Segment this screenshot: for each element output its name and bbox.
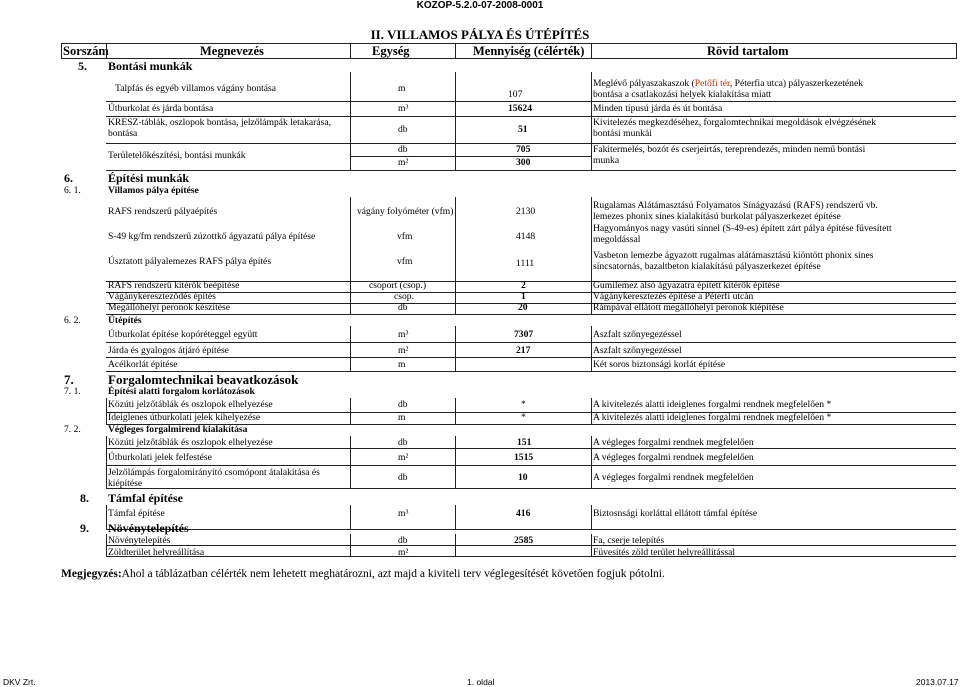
footer-date: 2013.07.17	[916, 677, 959, 687]
row-qty: *	[521, 412, 526, 423]
row-unit: m	[398, 83, 406, 94]
footnote-label: Megjegyzés:	[61, 568, 122, 580]
row-qty: 1515	[514, 452, 534, 463]
row-desc: Aszfalt szőnyegezéssel	[593, 329, 682, 340]
row-qty: 2130	[516, 206, 536, 217]
row-unit: m²	[398, 452, 409, 463]
row-qty: 4148	[516, 231, 536, 242]
row-qty: 10	[518, 472, 528, 483]
row-qty: 107	[508, 89, 523, 100]
row-unit: m²	[398, 345, 409, 356]
row-unit: m³	[398, 508, 409, 519]
row-unit: m²	[398, 547, 409, 558]
section-7-1-title: Építési alatti forgalom korlátozások	[108, 386, 255, 397]
row-unit: vfm	[397, 231, 413, 242]
row-unit: db	[398, 144, 408, 155]
row-name: Közúti jelzőtáblák és oszlopok elhelyezése	[108, 399, 273, 410]
row-desc: Kivitelezés megkezdéséhez, forgalomtechnikai megoldások elvégzésének bontási munkái	[593, 117, 876, 139]
row-unit: db	[398, 124, 408, 135]
row-name: Területelőkészítési, bontási munkák	[108, 150, 246, 161]
row-desc: A végleges forgalmi rendnek megfelelően	[593, 437, 754, 448]
row-desc: Fakitermelés, bozót és cserjeirtás, tereprendezés, minden nemű bontási munka	[593, 144, 866, 166]
row-name: Acélkorlát építése	[108, 359, 178, 370]
section-9-num: 9.	[80, 521, 89, 535]
row-name: Jelzőlámpás forgalomirányító csomópont átalakítása és kiépítése	[108, 467, 320, 489]
row-qty: 20	[518, 302, 528, 313]
row-desc: Gumilemez alsó ágyazatra épített kitérők építése	[593, 280, 780, 291]
row-name: Útburkolati jelek felfestése	[108, 452, 212, 463]
row-unit: db	[398, 399, 408, 410]
row-qty: *	[521, 399, 526, 410]
row-qty: 1	[521, 291, 526, 302]
row-desc: A végleges forgalmi rendnek megfelelően	[593, 472, 754, 483]
section-6-1-title: Villamos pálya építése	[108, 185, 199, 196]
row-qty: 15624	[508, 103, 532, 114]
row-name: RAFS rendszerű kitérők beépítése	[108, 280, 240, 291]
row-desc: Fa, cserje telepítés	[593, 535, 665, 546]
row-desc: A végleges forgalmi rendnek megfelelően	[593, 452, 754, 463]
col-header-qty: Mennyiség (célérték)	[473, 44, 585, 58]
section-5-num: 5.	[78, 59, 87, 73]
row-name: Úsztatott pályalemezes RAFS pálya építés	[108, 256, 272, 267]
section-6-1-num: 6. 1.	[64, 185, 81, 196]
row-desc: Hagyományos nagy vasúti sínnel (S-49-es) épített zárt pálya építése fűvesített megoldással	[593, 223, 892, 245]
row-qty: 2	[521, 280, 526, 291]
row-desc: Rugalamas Alátámasztású Folyamatos Sínágyazású (RAFS) rendszerű vb. lemezes phonix sínes kialakítású burkolat pályaszerkezet építése	[593, 200, 878, 222]
row-name: KRESZ-táblák, oszlopok bontása, jelzőlámpák letakarása, bontása	[108, 117, 331, 139]
row-qty: 7307	[514, 329, 534, 340]
row-name: Zöldterület helyreállítása	[108, 547, 205, 558]
footer-company: DKV Zrt.	[3, 677, 36, 687]
row-unit: db	[398, 302, 408, 313]
section-7-2-num: 7. 2.	[64, 424, 81, 435]
row-desc: Meglévő pályaszakaszok (Petőfi tér, Péterfia utca) pályaszerkezetének bontása a csatlakozási helyek kialakítása miatt	[593, 78, 863, 100]
section-9-title: Növénytelepítés	[108, 521, 189, 535]
section-7-title: Forgalomtechnikai beavatkozások	[108, 372, 299, 387]
row-unit: m	[398, 412, 406, 423]
section-6-title: Építési munkák	[108, 171, 190, 185]
section-7-1-num: 7. 1.	[64, 386, 81, 397]
row-desc: Vágánykeresztezés építése a Péterfi utcán	[593, 291, 754, 302]
col-header-unit: Egység	[372, 44, 410, 58]
row-unit: vágány folyóméter (vfm)	[357, 206, 454, 217]
row-unit: m²	[398, 157, 409, 168]
row-name: Támfal építése	[108, 508, 165, 519]
row-name: Útburkolat és járda bontása	[108, 103, 214, 114]
row-unit: m³	[398, 103, 409, 114]
section-7-2-title: Végleges forgalmirend kialakítása	[108, 424, 248, 435]
row-desc: Vasbeton lemezbe ágyazott rugalmas alátámasztású kiöntött phonix sines síncsatornás, bazaltbeton kialakítású pályaszerkezet építése	[593, 250, 874, 272]
row-name: Megállóhelyi peronok készítése	[108, 302, 231, 313]
row-desc: Két soros biztonsági korlát építése	[593, 359, 726, 370]
row-qty: 705	[516, 144, 531, 155]
row-qty: 416	[516, 508, 531, 519]
row-unit: db	[398, 472, 408, 483]
section-8-num: 8.	[80, 491, 89, 505]
row-qty: 2585	[514, 535, 534, 546]
row-qty: 51	[518, 124, 528, 135]
row-name: Járda és gyalogos átjáró építése	[108, 345, 229, 356]
footnote-text: Ahol a táblázatban célérték nem lehetett meghatározni, azt majd a kiviteli terv véglegesítését követően fogjuk pótolni.	[121, 568, 665, 580]
page-title: II. VILLAMOS PÁLYA ÉS ÚTÉPÍTÉS	[370, 27, 590, 42]
section-6-2-num: 6. 2.	[64, 315, 81, 326]
col-header-name: Megnevezés	[200, 44, 264, 58]
row-name: RAFS rendszerű pályaépítés	[108, 206, 218, 217]
row-name: Útburkolat építése kopóréteggel együtt	[108, 329, 258, 340]
footer-page-number: 1. oldal	[467, 677, 495, 687]
row-unit: csop.	[394, 291, 414, 302]
row-unit: db	[398, 437, 408, 448]
row-unit: m³	[398, 329, 409, 340]
row-unit: csoport (csop.)	[369, 280, 427, 291]
row-desc: A kivitelezés alatti ideiglenes forgalmi rendnek megfelelően *	[593, 412, 832, 423]
row-name: Ideiglenes útburkolati jelek kihelyezése	[108, 412, 261, 423]
row-desc: A kivitelezés alatti ideiglenes forgalmi rendnek megfelelően *	[593, 399, 832, 410]
row-desc: Füvesítés zöld terület helyreállítással	[593, 547, 735, 558]
row-name: Növénytelepítés	[108, 535, 171, 546]
section-7-num: 7.	[64, 372, 74, 387]
col-header-num: Sorszám	[63, 44, 109, 58]
row-qty: 217	[516, 345, 531, 356]
row-unit: vfm	[397, 256, 413, 267]
row-desc: Aszfalt szőnyegezéssel	[593, 345, 682, 356]
document-code: KÖZOP-5.2.0-07-2008-0001	[416, 0, 544, 11]
row-qty: 1111	[516, 258, 535, 269]
row-unit: db	[398, 535, 408, 546]
row-name: Talpfás és egyéb villamos vágány bontása	[115, 83, 277, 94]
row-qty: 300	[516, 157, 531, 168]
row-unit: m	[398, 359, 406, 370]
section-5-title: Bontási munkák	[108, 59, 193, 73]
section-8-title: Támfal építése	[108, 491, 183, 505]
row-desc: Rámpával ellátott megállóhelyi peronok kiépítése	[593, 302, 784, 313]
section-6-num: 6.	[64, 171, 73, 185]
link-petofi-ter[interactable]: Petőfi tér	[694, 78, 730, 89]
row-qty: 151	[517, 437, 532, 448]
row-name: Közúti jelzőtáblák és oszlopok elhelyezése	[108, 437, 273, 448]
row-name: Vágánykereszteződés építés	[108, 291, 216, 302]
row-desc: Biztosnsági korláttal ellátott támfal építése	[593, 508, 758, 519]
footnote	[61, 568, 665, 580]
row-name: S-49 kg/fm rendszerű zúzottkő ágyazatú pálya építése	[108, 231, 316, 242]
row-desc: Minden típusú járda és út bontása	[593, 103, 723, 114]
col-header-desc: Rövid tartalom	[707, 44, 789, 58]
section-6-2-title: Útépítés	[108, 315, 142, 326]
